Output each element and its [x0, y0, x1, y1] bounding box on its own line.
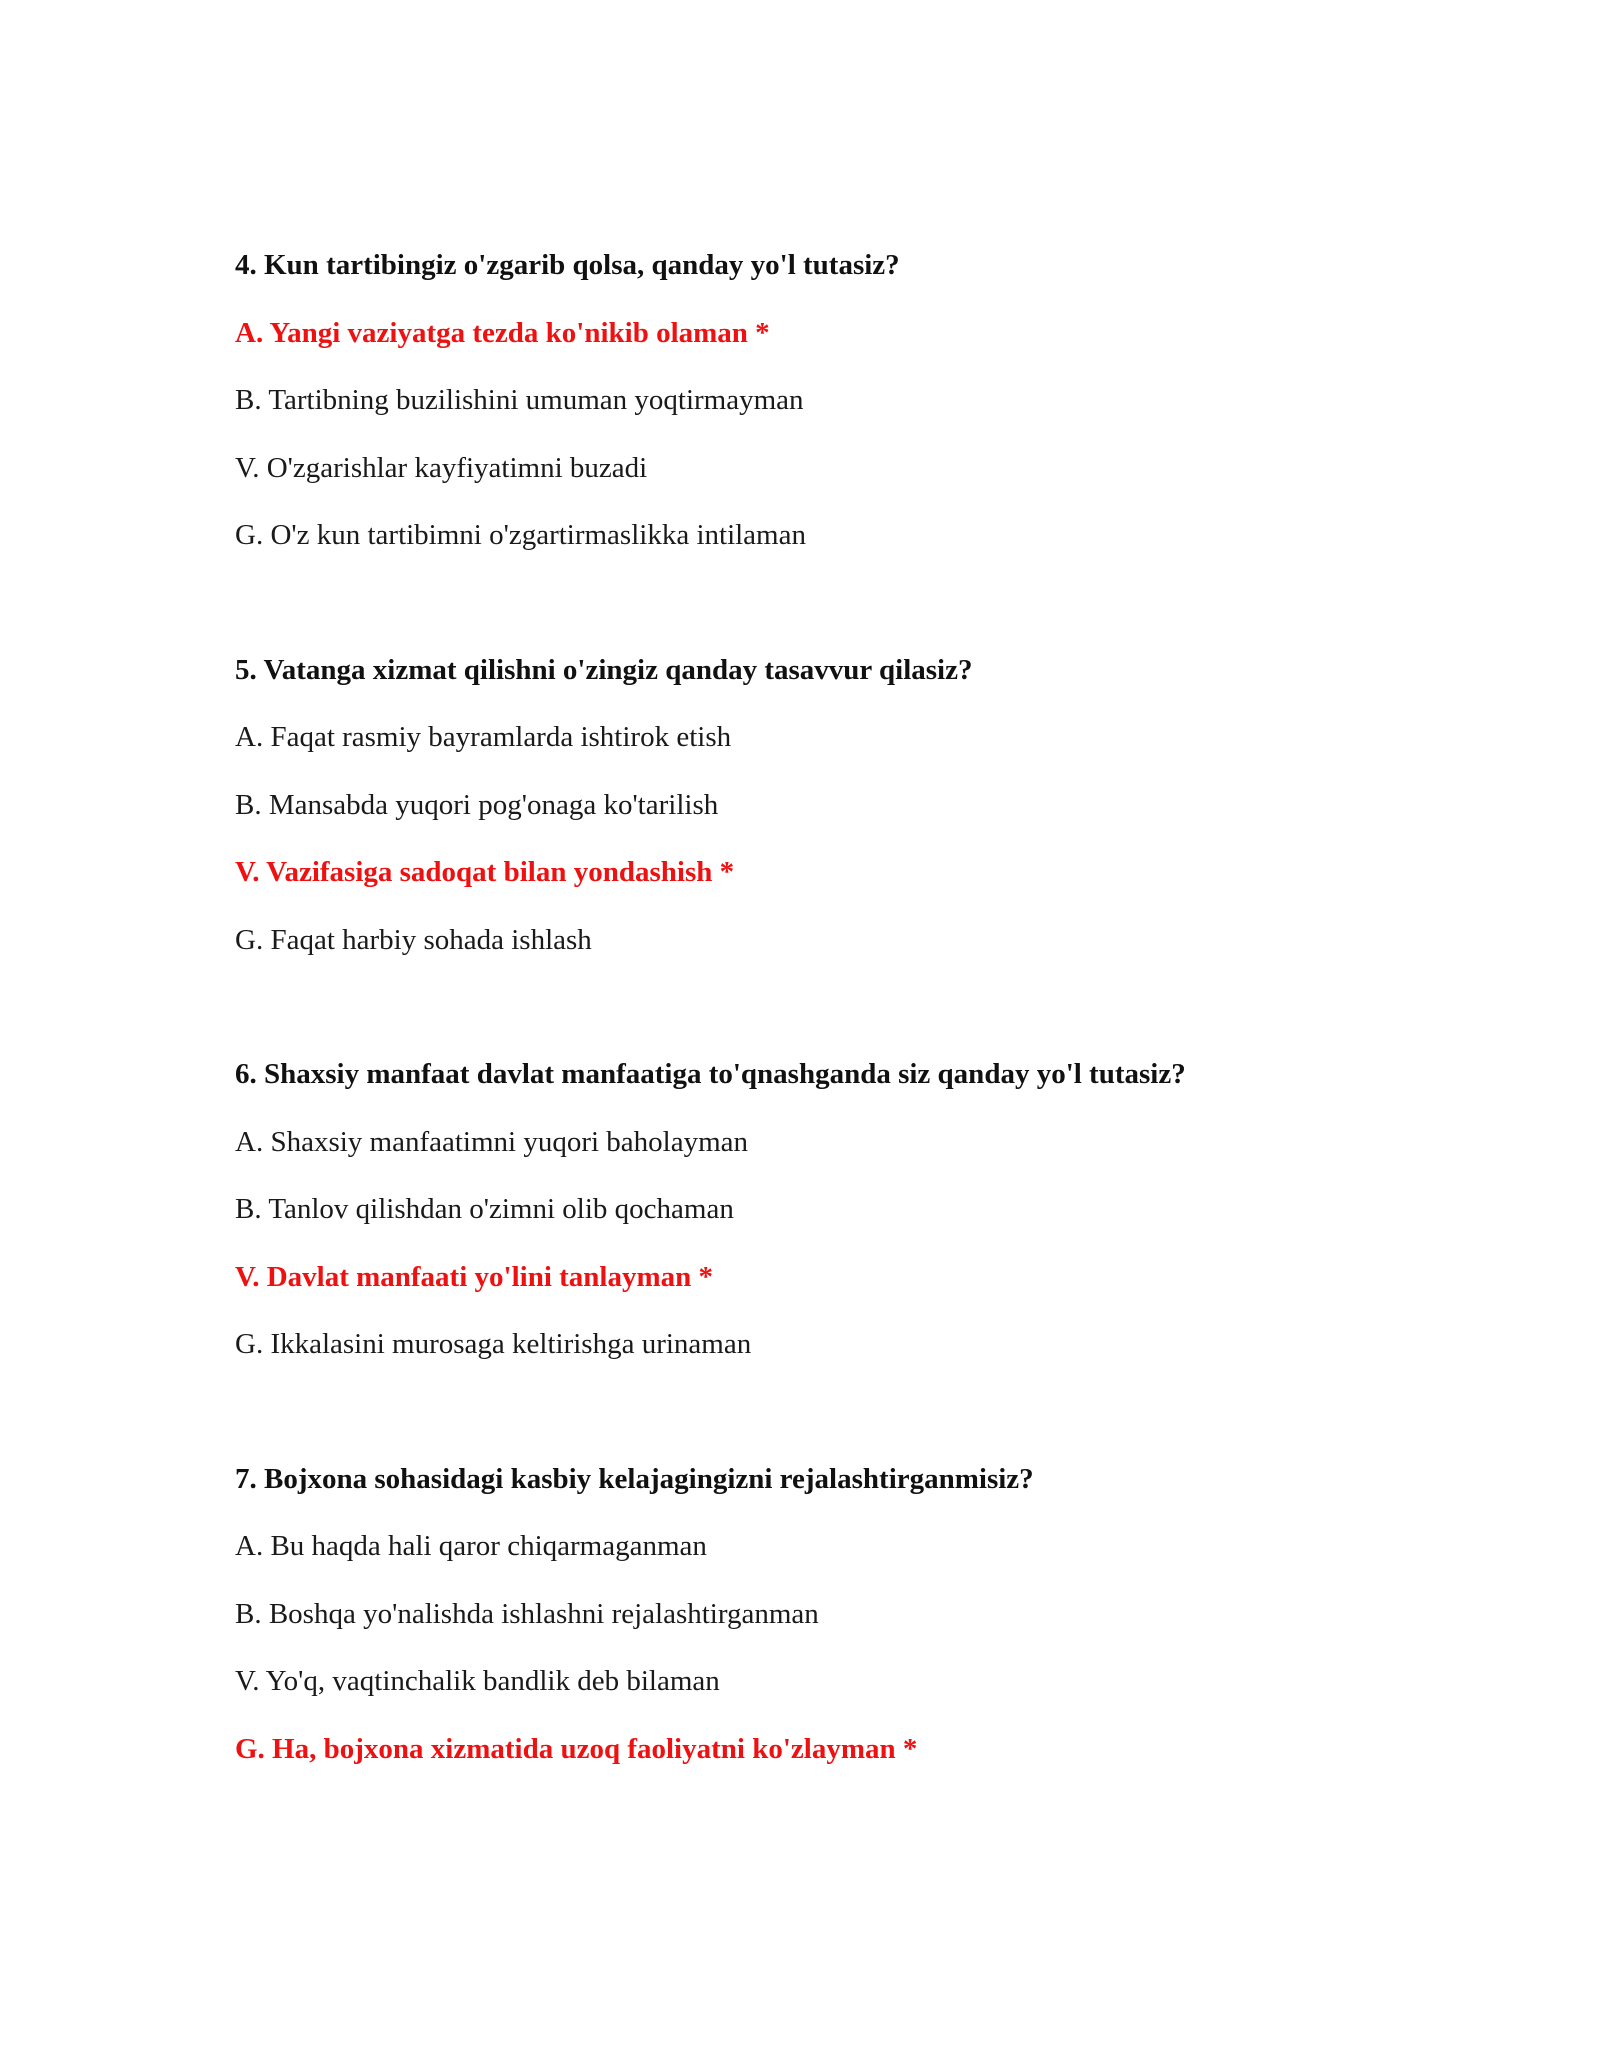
question-text: 4. Kun tartibingiz o'zgarib qolsa, qanday yo'l tutasiz?: [235, 249, 900, 281]
document-page: [235, 248, 1435, 1799]
spacer: [235, 1395, 1435, 1462]
option-b: B. Tanlov qilishdan o'zimni olib qochaman: [235, 1193, 734, 1225]
option-g: G. Ikkalasini murosaga keltirishga urinaman: [235, 1328, 752, 1360]
option-b: B. Boshqa yo'nalishda ishlashni rejalashtirganman: [235, 1597, 819, 1630]
question-text: 7. Bojxona sohasidagi kasbiy kelajagingizni rejalashtirganmisiz?: [235, 1462, 1034, 1495]
option-a: A. Bu haqda hali qaror chiqarmaganman: [235, 1530, 707, 1562]
option-g: G. O'z kun tartibimni o'zgartirmaslikka intilaman: [235, 519, 806, 551]
question-text: 6. Shaxsiy manfaat davlat manfaatiga to'qnashganda siz qanday yo'l tutasiz?: [235, 1058, 1186, 1090]
option-g: G. Faqat harbiy sohada ishlash: [235, 923, 592, 956]
option-b: B. Mansabda yuqori pog'onaga ko'tarilish: [235, 788, 719, 821]
option-v-correct: V. Davlat manfaati yo'lini tanlayman *: [235, 1260, 714, 1293]
option-v-correct: V. Vazifasiga sadoqat bilan yondashish *: [235, 856, 735, 888]
question-6: [235, 1057, 1435, 1361]
option-b: B. Tartibning buzilishini umuman yoqtirmayman: [235, 384, 804, 416]
question-7: [235, 1462, 1435, 1766]
question-5: [235, 653, 1435, 957]
option-a-correct: A. Yangi vaziyatga tezda ko'nikib olaman *: [235, 316, 770, 349]
option-a: A. Faqat rasmiy bayramlarda ishtirok etish: [235, 721, 732, 753]
question-4: [235, 248, 1435, 552]
option-a: A. Shaxsiy manfaatimni yuqori baholayman: [235, 1125, 749, 1158]
spacer: [235, 586, 1435, 653]
option-g-correct: G. Ha, bojxona xizmatida uzoq faoliyatni ko'zlayman *: [235, 1732, 918, 1765]
option-v: V. Yo'q, vaqtinchalik bandlik deb bilaman: [235, 1665, 720, 1697]
spacer: [235, 990, 1435, 1057]
question-text: 5. Vatanga xizmat qilishni o'zingiz qanday tasavvur qilasiz?: [235, 653, 973, 686]
option-v: V. O'zgarishlar kayfiyatimni buzadi: [235, 451, 648, 484]
